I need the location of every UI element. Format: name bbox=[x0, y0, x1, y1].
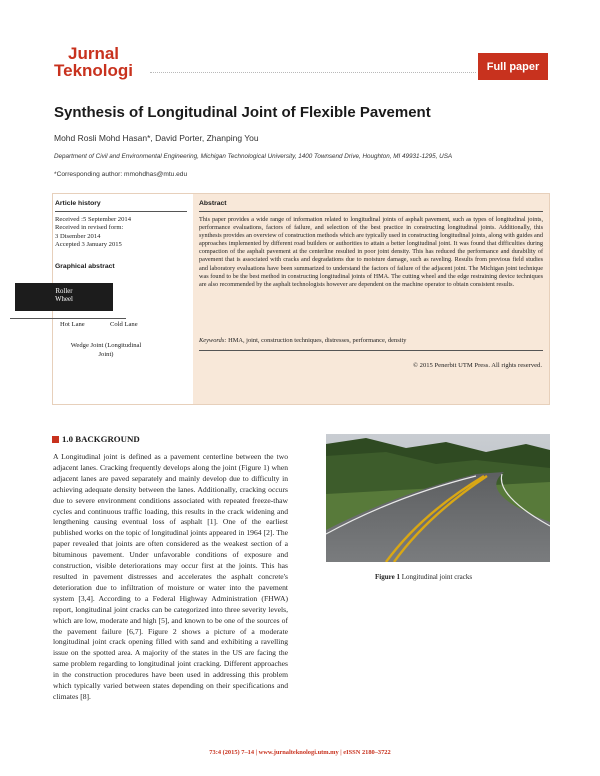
keywords-list: HMA, joint, construction techniques, distresses, performance, density bbox=[228, 337, 407, 344]
cold-lane-label: Cold Lane bbox=[110, 321, 138, 328]
abstract-divider bbox=[199, 211, 543, 212]
graphical-abstract-heading: Graphical abstract bbox=[55, 263, 115, 270]
history-line: Received :5 September 2014 bbox=[55, 216, 131, 223]
paper-title: Synthesis of Longitudinal Joint of Flexible Pavement bbox=[54, 104, 431, 121]
history-line: 3 Disember 2014 bbox=[55, 232, 101, 240]
section-heading-text: 1.0 BACKGROUND bbox=[62, 434, 140, 444]
abstract-panel bbox=[193, 194, 550, 404]
page-footer: 73:4 (2015) 7–14 | www.jurnalteknologi.utm.my | eISSN 2180–3722 bbox=[209, 749, 391, 756]
wedge-joint-label bbox=[58, 342, 154, 359]
journal-logo bbox=[54, 45, 133, 79]
wedge-joint-line-2: Joint) bbox=[98, 350, 114, 358]
logo-line-1: Jurnal bbox=[68, 44, 120, 63]
wheel-label: Wheel bbox=[55, 296, 73, 303]
corresponding-author: *Corresponding author: mmohdhas@mtu.edu bbox=[54, 171, 188, 178]
history-line: Accepted 3 January 2015 bbox=[55, 240, 122, 248]
logo-line-2: Teknologi bbox=[54, 61, 134, 80]
section-marker-icon bbox=[52, 436, 59, 443]
figure-caption bbox=[375, 573, 472, 581]
road-photo bbox=[326, 434, 550, 562]
section-heading bbox=[52, 434, 140, 444]
article-info-box bbox=[52, 193, 550, 405]
article-history-heading: Article history bbox=[55, 200, 101, 207]
article-history bbox=[55, 216, 131, 249]
figure-caption-text: Longitudinal joint cracks bbox=[401, 573, 473, 581]
body-paragraph: A Longitudinal joint is defined as a pavement centerline between the two adjacent lanes. Cracking frequently develops along the joint (Figure 1) when adjacent lanes are paved separately and mainly develop due to difficulty in achieving adequate density between the lanes. Additionally, cracking occurs due to severe environment conditions associated with repeated freeze-thaw cycles and continuous traffic loading, this results in the crack widening and lengthening causing eventual loss of asphalt [1]. One of the earliest published works on the topic of longitudinal joints appeared in 1964 [2]. The paper revealed that joints are often considered as the weakest section of a bituminous pavement. Under unfavorable conditions of exposure and construction, visible deteriorations may occur first at the joints. This has resulted in pavement distresses and accelerates the asphalt concrete's deterioration due to infiltration of moisture or water into the pavement system [3,4]. According to a Federal Highway Administration (FHWA) report, longitudinal joint cracks can be categorized into three severity levels, which are low, moderate and high [5], and known to be one of the sources of the pavement failure [6,7]. Figure 2 shows a picture of a moderate longitudinal joint crack opening filled with sand and exhibiting a ravelling issue on the spotted area. A majority of the states in the US are facing the same problem regarding to longitudinal joint cracking. Different approaches in the construction procedures have been used in addressing this problem which typically varied between states depending on their specifications and climates [8]. bbox=[53, 452, 288, 701]
abstract-heading: Abstract bbox=[199, 200, 227, 207]
keywords bbox=[199, 337, 543, 344]
copyright-notice: © 2015 Penerbit UTM Press. All rights reserved. bbox=[413, 362, 542, 369]
figure-label: Figure 1 bbox=[375, 573, 400, 581]
header-divider bbox=[150, 72, 476, 73]
wedge-joint-line-1: Wedge Joint (Longitudinal bbox=[70, 342, 142, 349]
author-list: Mohd Rosli Mohd Hasan*, David Porter, Zhanping You bbox=[54, 133, 259, 143]
hot-lane-label: Hot Lane bbox=[60, 321, 85, 328]
roller-label: Roller bbox=[55, 288, 73, 295]
abstract-text: This paper provides a wide range of information related to longitudinal joints of asphalt pavement, such as types of longitudinal joints, performance evaluations, factors of failure, and selection of the best practice in constructing longitudinal joints. Additionally, this synthesis provides an overview of construction methods which are typically used in constructing longitudinal joints, along with guides and approaches implemented by different road builders or authorities to attain a better longitudinal joint. It was found that difficulties during compaction of the asphalt pavement at the centerline resulted in poor joint density. This has reduced the performance and durability of pavement that is associated with cracks and degradations due to moisture damage, such as raveling. Results from previous field studies and laboratory evaluations have been summarized to understand the factors of failure of the adjacent joint. The Michigan joint technique was found to be the best method in constructing longitudinal joints of HMA. The cutting wheel and the edge restraining device techniques are also recommended by the asphalt technologists however are dependent on the machine operator to obtain consistent results. bbox=[199, 216, 543, 288]
history-line: Received in revised form: bbox=[55, 224, 124, 232]
road-photo-illustration bbox=[326, 434, 550, 562]
author-affiliation: Department of Civil and Environmental Engineering, Michigan Technological University, 1400 Townsend Drive, Houghton, MI 49931-1295, USA bbox=[54, 153, 453, 160]
history-divider bbox=[55, 211, 187, 212]
full-paper-badge: Full paper bbox=[478, 53, 548, 80]
keywords-divider bbox=[199, 350, 543, 351]
keywords-label: Keywords: bbox=[199, 337, 227, 344]
roller-wheel-illustration bbox=[15, 283, 113, 311]
